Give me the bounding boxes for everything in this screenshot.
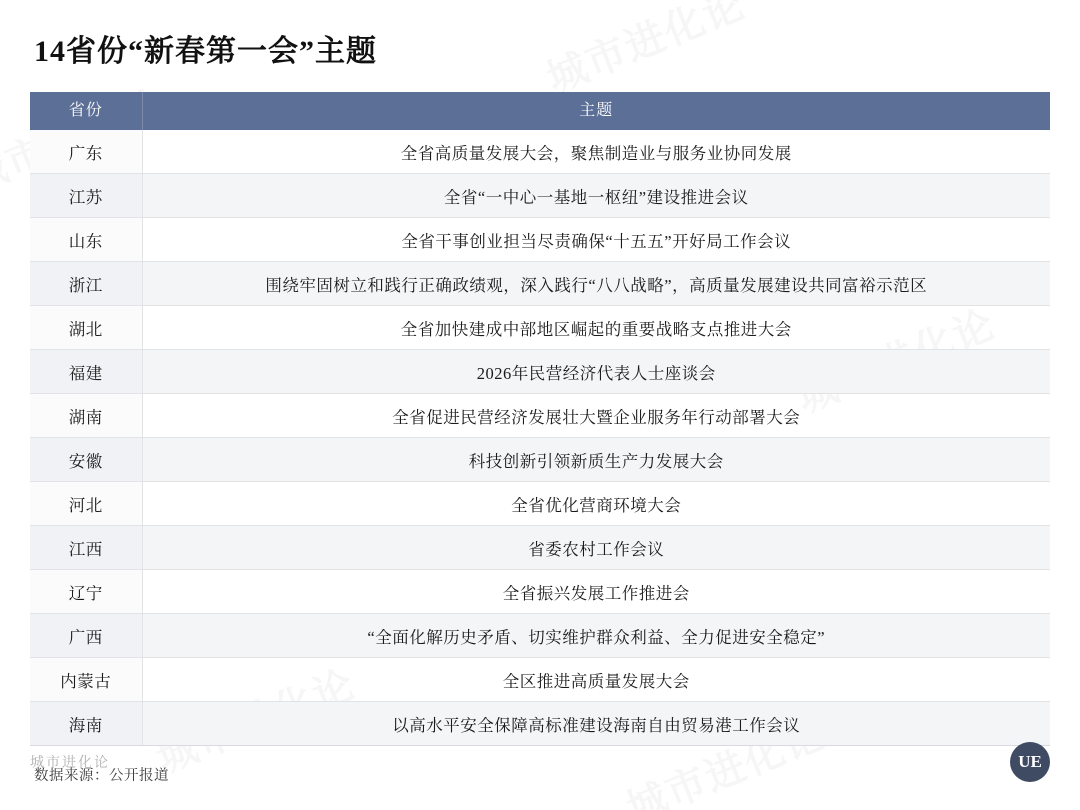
cell-province: 江苏 — [30, 174, 142, 218]
table-row — [30, 526, 1050, 570]
table-header-row — [30, 92, 1050, 130]
brand-logo: UE — [1010, 742, 1050, 782]
cell-province: 湖南 — [30, 394, 142, 438]
cell-theme: 全省振兴发展工作推进会 — [142, 570, 1050, 614]
table-container — [30, 92, 1050, 746]
footer-brand-name: 城市进化论 — [30, 754, 110, 770]
cell-theme: 全区推进高质量发展大会 — [142, 658, 1050, 702]
table-row — [30, 130, 1050, 174]
table-row — [30, 174, 1050, 218]
cell-province: 江西 — [30, 526, 142, 570]
cell-province: 海南 — [30, 702, 142, 746]
cell-theme: “全面化解历史矛盾、切实维护群众利益、全力促进安全稳定” — [142, 614, 1050, 658]
cell-theme: 以高水平安全保障高标准建设海南自由贸易港工作会议 — [142, 702, 1050, 746]
column-header-theme: 主题 — [142, 92, 1050, 130]
cell-theme: 全省高质量发展大会，聚焦制造业与服务业协同发展 — [142, 130, 1050, 174]
cell-province: 安徽 — [30, 438, 142, 482]
table-row — [30, 658, 1050, 702]
cell-province: 福建 — [30, 350, 142, 394]
column-header-province: 省份 — [30, 92, 142, 130]
table-row — [30, 350, 1050, 394]
page-title: 14省份“新春第一会”主题 — [34, 35, 377, 68]
table-row — [30, 702, 1050, 746]
cell-theme: 科技创新引领新质生产力发展大会 — [142, 438, 1050, 482]
cell-province: 辽宁 — [30, 570, 142, 614]
cell-theme: 全省干事创业担当尽责确保“十五五”开好局工作会议 — [142, 218, 1050, 262]
cell-province: 湖北 — [30, 306, 142, 350]
table-row — [30, 482, 1050, 526]
footer — [30, 742, 1050, 782]
table-row — [30, 306, 1050, 350]
source-note: 数据来源：公开报道 — [34, 768, 169, 784]
cell-theme: 全省“一中心一基地一枢纽”建设推进会议 — [142, 174, 1050, 218]
cell-province: 浙江 — [30, 262, 142, 306]
cell-province: 河北 — [30, 482, 142, 526]
cell-theme: 省委农村工作会议 — [142, 526, 1050, 570]
table-row — [30, 218, 1050, 262]
cell-province: 山东 — [30, 218, 142, 262]
table-row — [30, 614, 1050, 658]
table-body — [30, 130, 1050, 746]
cell-theme: 围绕牢固树立和践行正确政绩观，深入践行“八八战略”，高质量发展建设共同富裕示范区 — [142, 262, 1050, 306]
provinces-theme-table — [30, 92, 1050, 746]
cell-theme: 全省优化营商环境大会 — [142, 482, 1050, 526]
cell-province: 内蒙古 — [30, 658, 142, 702]
table-row — [30, 394, 1050, 438]
cell-theme: 2026年民营经济代表人士座谈会 — [142, 350, 1050, 394]
cell-theme: 全省加快建成中部地区崛起的重要战略支点推进大会 — [142, 306, 1050, 350]
table-row — [30, 570, 1050, 614]
cell-province: 广东 — [30, 130, 142, 174]
table-row — [30, 262, 1050, 306]
table-header — [30, 92, 1050, 130]
cell-province: 广西 — [30, 614, 142, 658]
table-row — [30, 438, 1050, 482]
cell-theme: 全省促进民营经济发展壮大暨企业服务年行动部署大会 — [142, 394, 1050, 438]
